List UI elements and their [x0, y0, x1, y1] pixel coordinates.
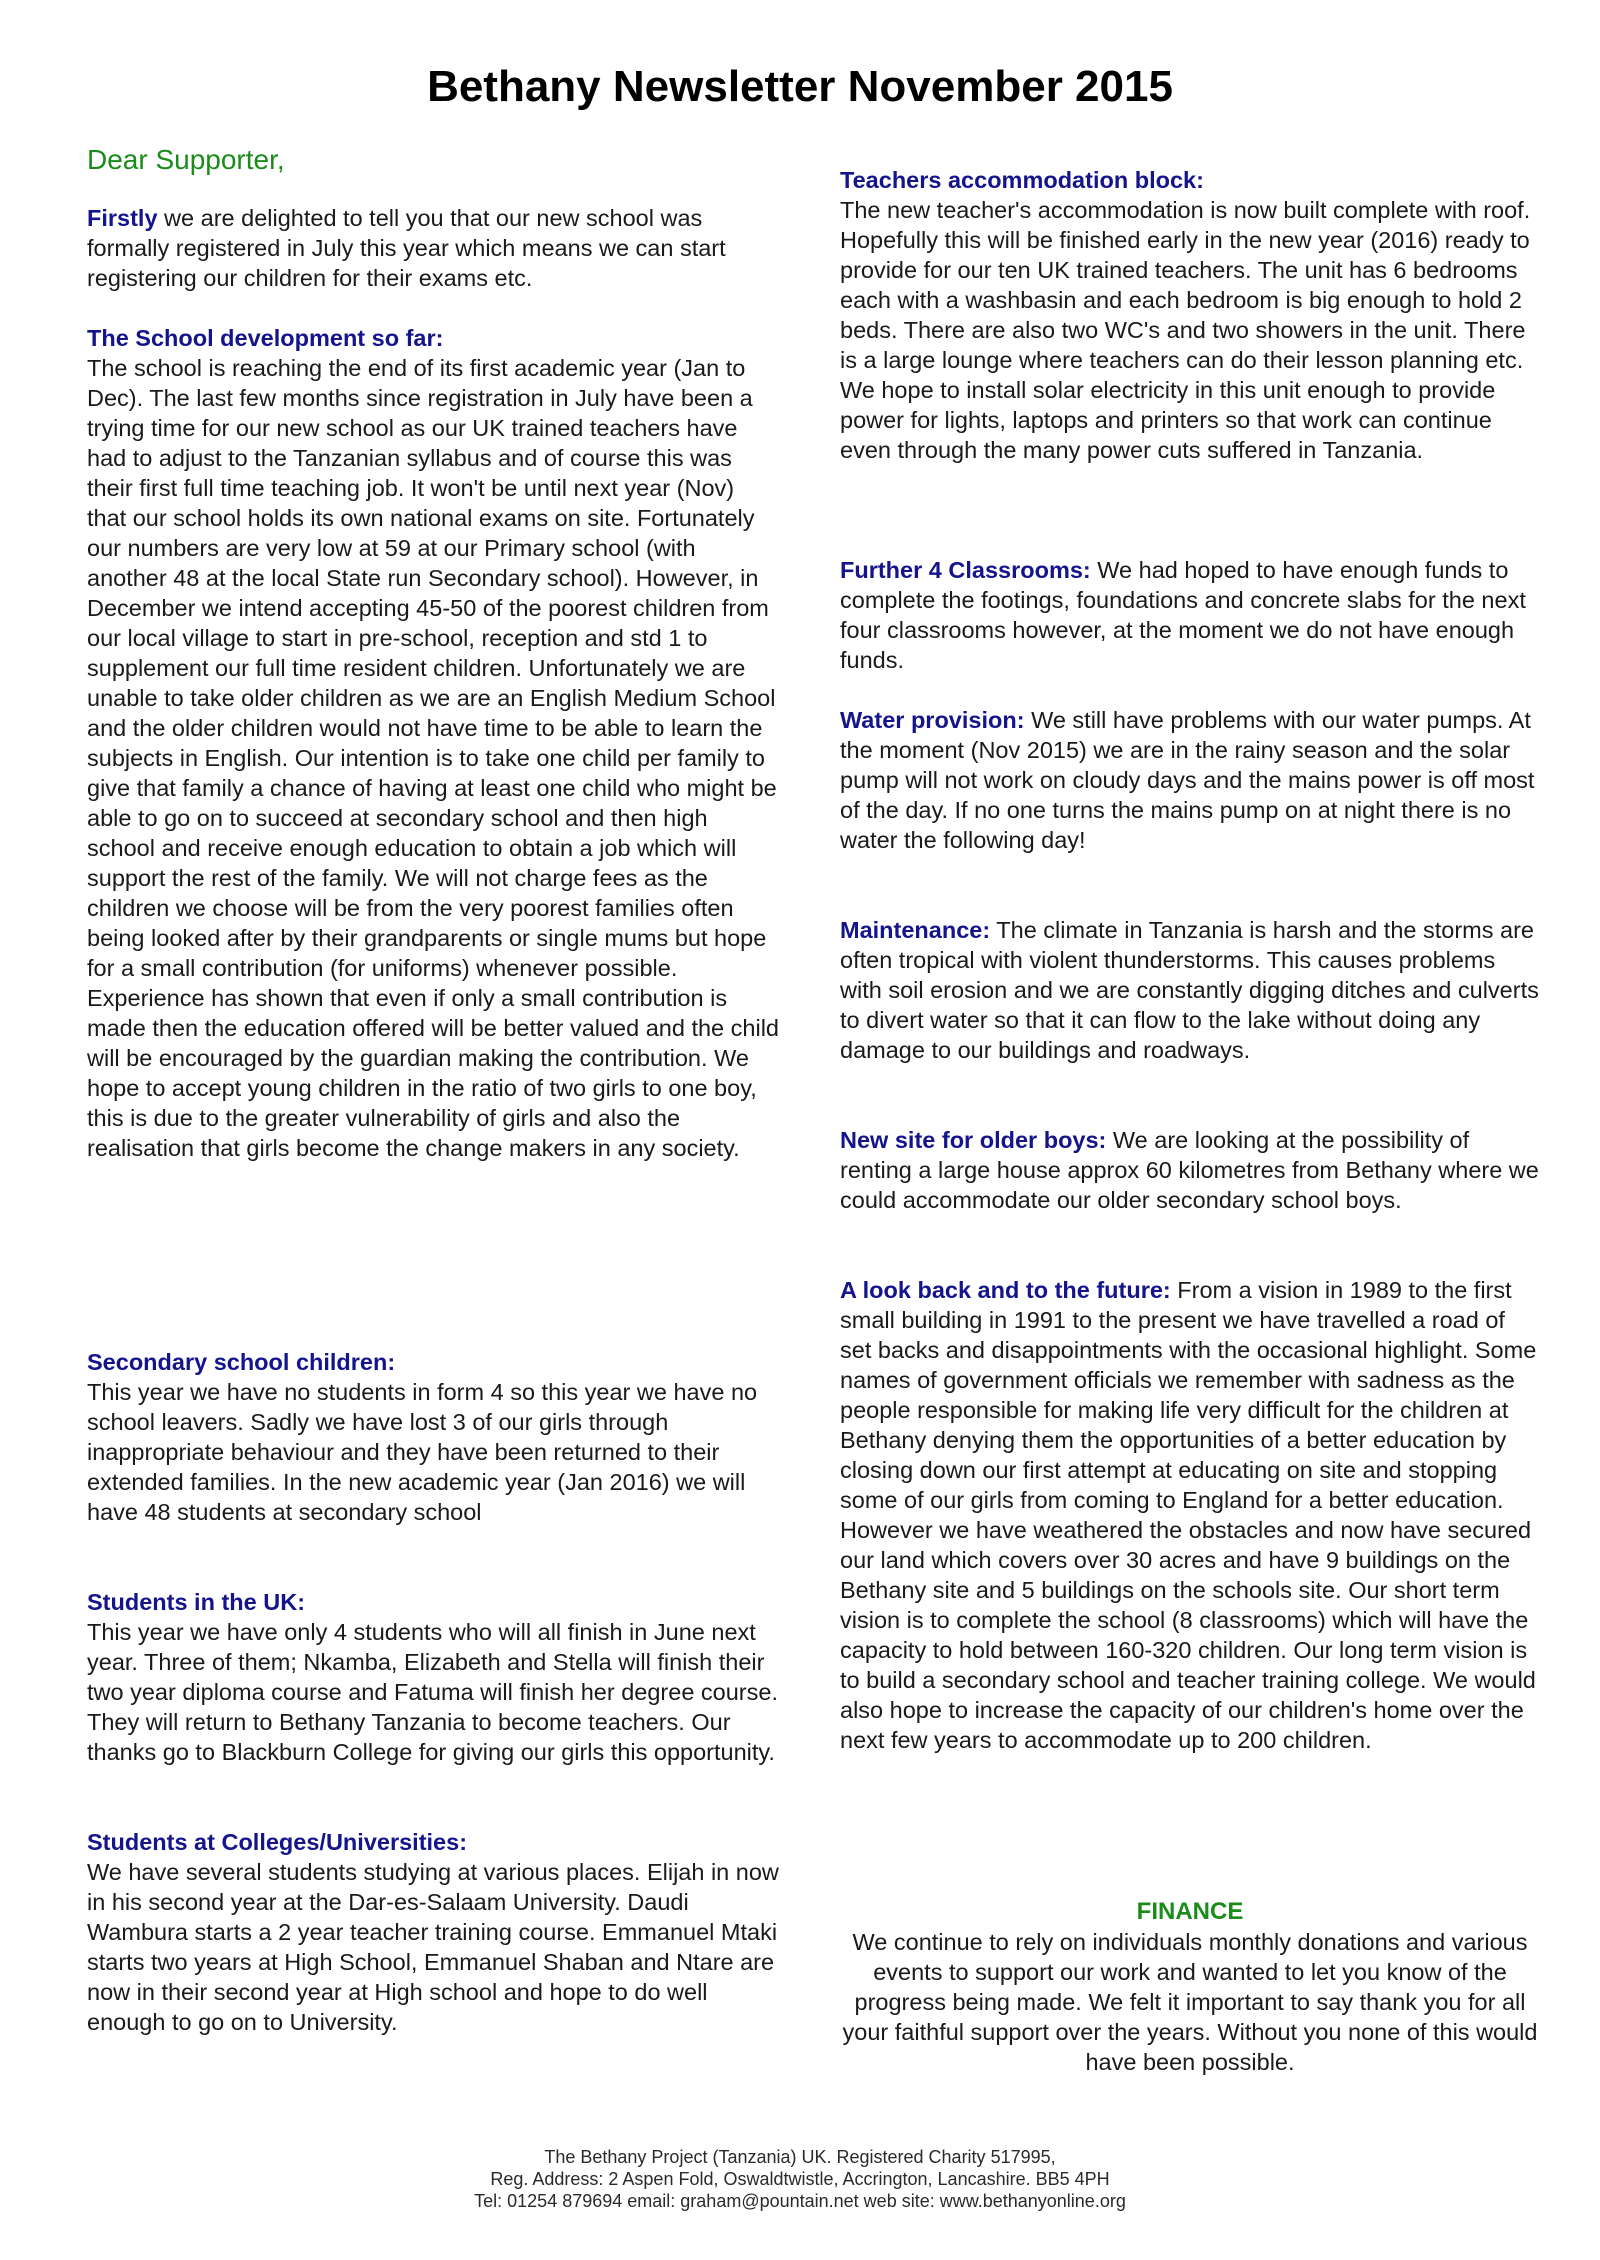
section-heading: Secondary school children: [87, 1349, 396, 1375]
section-text: This year we have no students in form 4 so this year we have no school leavers. Sadly we have lost 3 of our girls through inappropriate behaviour and they have been returned to their extended families. In the new academic year (Jan 2016) we will have 48 students at secondary school [87, 1379, 758, 1525]
section-text: The new teacher's accommodation is now built complete with roof. Hopefully this will be finished early in the new year (2016) ready to provide for our ten UK trained teachers. The unit has 6 bedrooms each with a washbasin and each bedroom is big enough to hold 2 beds. There are also two WC's and two showers in the unit. There is a large lounge where teachers can do their lesson planning etc. We hope to install solar electricity in this unit enough to provide power for lights, laptops and printers so that work can continue even through the many power cuts suffered in Tanzania. [840, 197, 1531, 463]
section-heading: A look back and to the future: [840, 1277, 1171, 1303]
section-heading: The School development so far: [87, 325, 444, 351]
section-water-provision [840, 705, 1542, 855]
section-text: This year we have only 4 students who will all finish in June next year. Three of them; Nkamba, Elizabeth and Stella will finish their two year diploma course and Fatuma will finish her degree course. They will return to Bethany Tanzania to become teachers. Our thanks go to Blackburn College for giving our girls this opportunity. [87, 1619, 778, 1765]
section-text: We have several students studying at various places. Elijah in now in his second year at the Dar-es-Salaam University. Daudi Wambura starts a 2 year teacher training course. Emmanuel Mtaki starts two years at High School, Emmanuel Shaban and Ntare are now in their second year at High school and hope to do well enough to go on to University. [87, 1859, 779, 2035]
section-heading: Teachers accommodation block: [840, 167, 1204, 193]
newsletter-title: Bethany Newsletter November 2015 [427, 62, 1173, 111]
section-maintenance [840, 915, 1542, 1065]
finance-text: We continue to rely on individuals monthly donations and various events to support our work and wanted to let you know of the progress being made. We felt it important to say thank you for all your faithful support over the years. Without you none of this would have been possible. [842, 1929, 1538, 2075]
section-text: We had hoped to have enough funds to complete the footings, foundations and concrete slabs for the next four classrooms however, at the moment we do not have enough funds. [840, 557, 1526, 673]
section-heading: Water provision: [840, 707, 1025, 733]
section-new-site [840, 1125, 1542, 1215]
section-students-uk [87, 1587, 779, 1767]
section-further-classrooms [840, 555, 1542, 675]
section-text: We are looking at the possibility of renting a large house approx 60 kilometres from Bethany where we could accommodate our older secondary school boys. [840, 1127, 1539, 1213]
section-heading: New site for older boys: [840, 1127, 1107, 1153]
section-heading: Further 4 Classrooms: [840, 557, 1091, 583]
section-text: The climate in Tanzania is harsh and the storms are often tropical with violent thunderstorms. This causes problems with soil erosion and we are constantly digging ditches and culverts to divert water so that it can flow to the lake without doing any damage to our buildings and roadways. [840, 917, 1539, 1063]
section-heading: Students in the UK: [87, 1589, 306, 1615]
section-text: The school is reaching the end of its first academic year (Jan to Dec). The last few months since registration in July have been a trying time for our new school as our UK trained teachers have had to adjust to the Tanzanian syllabus and of course this was their first full time teaching job. It won't be until next year (Nov) that our school holds its own national exams on site. Fortunately our numbers are very low at 59 at our Primary school (with another 48 at the local State run Secondary school). However, in December we intend accepting 45-50 of the poorest children from our local village to start in pre-school, reception and std 1 to supplement our full time resident children. Unfortunately we are unable to take older children as we are an English Medium School and the older children would not have time to be able to learn the subjects in English. Our intention is to take one child per family to give that family a chance of having at least one child who might be able to go on to succeed at secondary school and then high school and receive enough education to obtain a job which will support the rest of the family. We will not charge fees as the children we choose will be from the very poorest families often being looked after by their grandparents or single mums but hope for a small contribution (for uniforms) whenever possible. Experience has shown that even if only a small contribution is made then the education offered will be better valued and the child will be encouraged by the guardian making the contribution. We hope to accept young children in the ratio of two girls to one boy, this is due to the greater vulnerability of girls and also the realisation that girls become the change makers in any society. [87, 355, 779, 1161]
finance-heading: FINANCE [1136, 1898, 1244, 1925]
charity-footer [0, 2146, 1600, 2212]
section-teachers-accommodation [840, 165, 1542, 465]
section-secondary-school [87, 1347, 779, 1527]
footer-charity-line: The Bethany Project (Tanzania) UK. Registered Charity 517995, [544, 2147, 1056, 2167]
section-text: From a vision in 1989 to the first small building in 1991 to the present we have travelled a road of set backs and disappointments with the occasional highlight. Some names of government officials we remember with sadness as the people responsible for making life very difficult for the children at Bethany denying them the opportunities of a better education by closing down our first attempt at educating on site and stopping some of our girls from coming to England for a better education. However we have weathered the obstacles and now have secured our land which covers over 30 acres and have 9 buildings on the Bethany site and 5 buildings on the schools site. Our short term vision is to complete the school (8 classrooms) which will have the capacity to hold between 160-320 children. Our long term vision is to build a secondary school and teacher training college. We would also hope to increase the capacity of our children's home over the next few years to accommodate up to 200 children. [840, 1277, 1537, 1753]
section-heading: Students at Colleges/Universities: [87, 1829, 468, 1855]
intro-text: we are delighted to tell you that our new school was formally registered in July this year which means we can start registering our children for their exams etc. [87, 205, 726, 291]
footer-contact-line: Tel: 01254 879694 email: graham@pountain.net web site: www.bethanyonline.org [474, 2191, 1126, 2211]
intro-paragraph [87, 203, 787, 293]
greeting: Dear Supporter, [87, 144, 285, 175]
section-students-colleges [87, 1827, 779, 2037]
intro-lead: Firstly [87, 205, 158, 231]
section-look-back [840, 1275, 1542, 1755]
section-school-development [87, 323, 779, 1163]
footer-address-line: Reg. Address: 2 Aspen Fold, Oswaldtwistle, Accrington, Lancashire. BB5 4PH [490, 2169, 1110, 2189]
section-text: We still have problems with our water pumps. At the moment (Nov 2015) we are in the rainy season and the solar pump will not work on cloudy days and the mains power is off most of the day. If no one turns the mains pump on at night there is no water the following day! [840, 707, 1535, 853]
section-heading: Maintenance: [840, 917, 991, 943]
